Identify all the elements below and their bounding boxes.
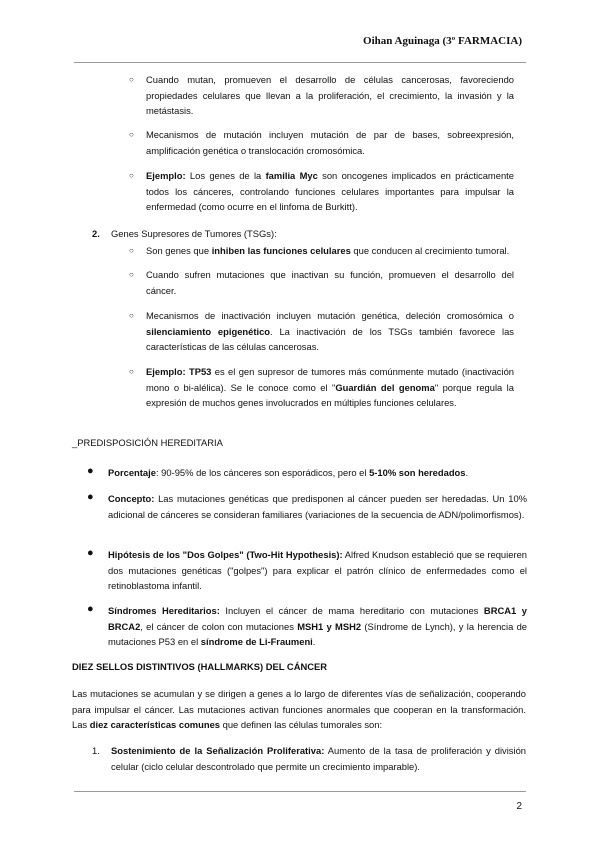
header-divider: [74, 62, 526, 63]
circle-bullet-icon: ○: [129, 311, 134, 320]
myc-family: familia Myc: [265, 170, 318, 181]
circle-bullet-icon: ○: [129, 171, 134, 180]
list-item-text: Concepto: Las mutaciones genéticas que predisponen al cáncer pueden ser heredadas. Un 10% adicional de cánceres se consideran familiares (variaciones de la secuencia de ADN/polimorfismos).: [108, 493, 527, 520]
list-item-text: Ejemplo: Los genes de la familia Myc son oncogenes implicados en prácticamente todos los cánceres, controlando funciones celulares importantes para impulsar la enfermedad (como ocurre en el linfoma de Burkitt).: [146, 170, 514, 213]
list-item-text: Ejemplo: TP53 es el gen supresor de tumores más comúnmente mutado (inactivación mono o bi-alélica). Se le conoce como el "Guardián del genoma" porque regula la expresión de muchos genes involucrados en múltiples funciones celulares.: [146, 366, 514, 409]
list-item-text: Porcentaje: 90-95% de los cánceres son esporádicos, pero el 5-10% son heredados.: [108, 467, 469, 478]
circle-bullet-icon: ○: [129, 246, 134, 255]
list-item-text: Mecanismos de mutación incluyen mutación de par de bases, sobreexpresión, amplificación genética o translocación cromosómica.: [146, 129, 514, 156]
section-number: 2.: [92, 228, 100, 239]
circle-bullet-icon: ○: [129, 75, 134, 84]
circle-bullet-icon: ○: [129, 367, 134, 376]
section-title-predisposicion: _PREDISPOSICIÓN HEREDITARIA: [72, 437, 223, 448]
footer-divider: [74, 791, 526, 792]
circle-bullet-icon: ○: [129, 270, 134, 279]
hallmarks-intro-paragraph: Las mutaciones se acumulan y se dirigen a genes a lo largo de diferentes vías de señalización, cooperando para impulsar el cáncer. Las mutaciones activan funciones anormales que cooperan en la transformación. Las diez características comunes que definen las células tumorales son:: [72, 688, 526, 731]
list-item-text: Hipótesis de los "Dos Golpes" (Two-Hit Hypothesis): Alfred Knudson estableció que se requieren dos mutaciones genéticas ("golpes") para explicar el patrón clínico de enfermedades como el retinoblastoma infantil.: [108, 549, 527, 592]
circle-bullet-icon: ○: [129, 130, 134, 139]
section-title-hallmarks: DIEZ SELLOS DISTINTIVOS (HALLMARKS) DEL CÁNCER: [72, 661, 328, 672]
example-label: Ejemplo:: [146, 170, 186, 181]
bullet-icon: ●: [87, 547, 94, 559]
bullet-icon: ●: [87, 491, 94, 503]
bullet-icon: ●: [87, 603, 94, 615]
page-number: 2: [516, 801, 522, 812]
bullet-icon: ●: [87, 465, 94, 477]
list-item-text: Cuando sufren mutaciones que inactivan su función, promueven el desarrollo del cáncer.: [146, 269, 514, 296]
list-item-text: Cuando mutan, promueven el desarrollo de células cancerosas, favoreciendo propiedades celulares que llevan a la proliferación, el crecimiento, la invasión y la metástasis.: [146, 74, 514, 117]
list-item-text: Mecanismos de inactivación incluyen mutación genética, deleción cromosómica o silenciamiento epigenético. La inactivación de los TSGs también favorece las características de las células cancerosas.: [146, 310, 514, 353]
list-item-text: Son genes que inhiben las funciones celulares que conducen al crecimiento tumoral.: [146, 245, 510, 256]
page-header-author: Oihan Aguinaga (3º FARMACIA): [363, 35, 522, 47]
list-item-text: Síndromes Hereditarios: Incluyen el cáncer de mama hereditario con mutaciones BRCA1 y BRCA2, el cáncer de colon con mutaciones MSH1 y MSH2 (Síndrome de Lynch), y la herencia de mutaciones P53 en el síndrome de Li-Fraumeni.: [108, 605, 527, 648]
hallmark-item-text: Sostenimiento de la Señalización Proliferativa: Aumento de la tasa de proliferación y división celular (ciclo celular descontrolado que permite un crecimiento imparable).: [111, 745, 526, 772]
hallmark-number: 1.: [92, 745, 100, 756]
section-heading-tsg: Genes Supresores de Tumores (TSGs):: [111, 228, 277, 239]
